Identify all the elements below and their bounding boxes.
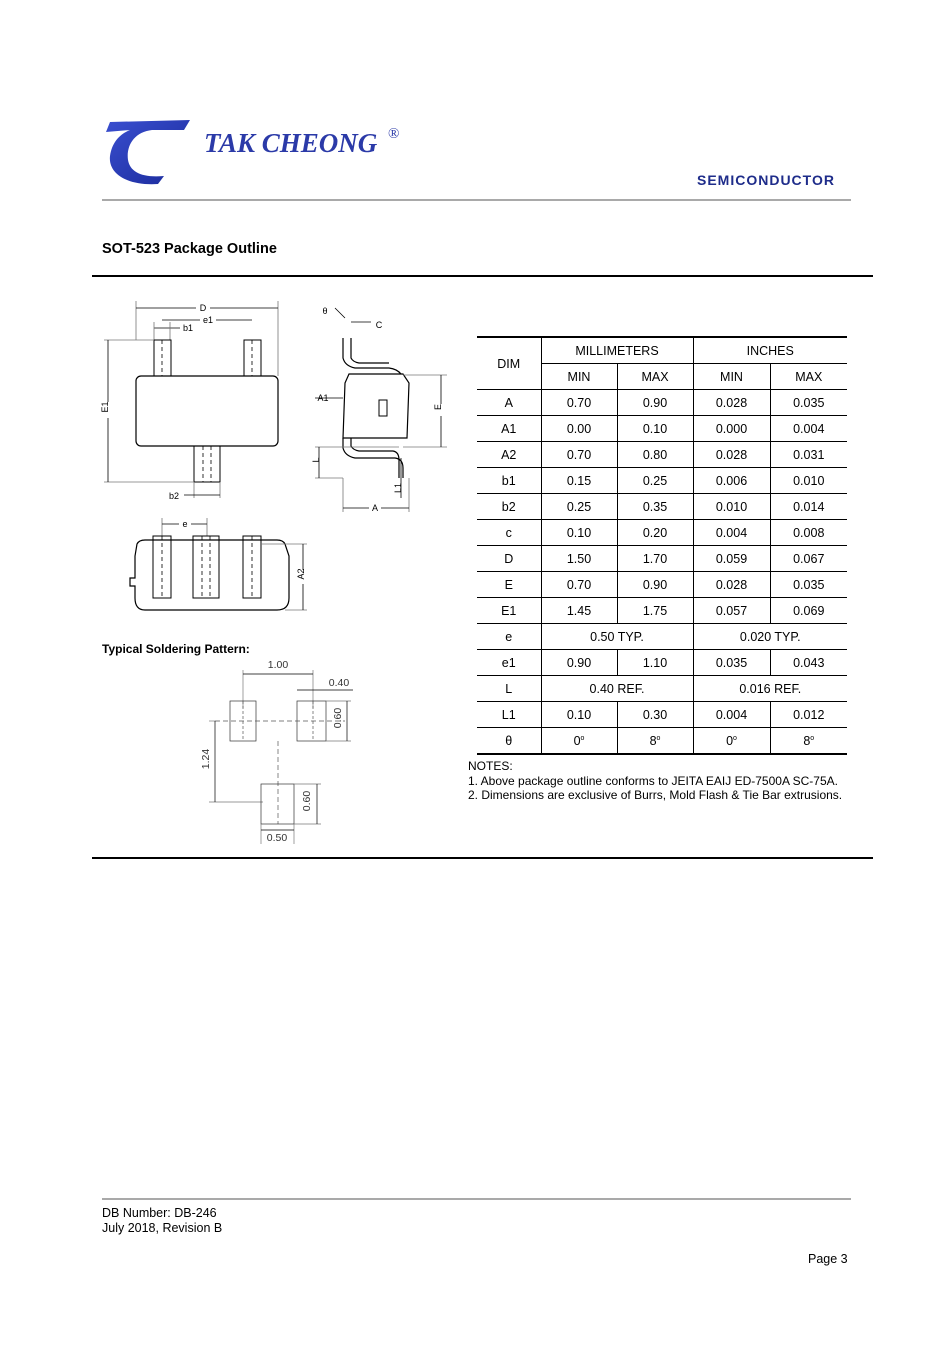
top-view-drawing bbox=[100, 298, 300, 518]
division-name: SEMICONDUCTOR bbox=[697, 172, 835, 188]
cell-in-min: 0.004 bbox=[693, 702, 770, 728]
cell-in-min: 0.028 bbox=[693, 572, 770, 598]
footer-rule bbox=[102, 1198, 851, 1200]
cell-in: 0.016 REF. bbox=[693, 676, 847, 702]
cell-mm: 0.40 REF. bbox=[541, 676, 693, 702]
label-theta: θ bbox=[322, 306, 328, 316]
cell-in-max: 0.035 bbox=[770, 572, 847, 598]
table-row bbox=[477, 442, 847, 468]
soldering-pattern-label: Typical Soldering Pattern: bbox=[102, 642, 250, 656]
cell-dim: D bbox=[477, 546, 541, 572]
cell-dim: L1 bbox=[477, 702, 541, 728]
label-D: D bbox=[199, 303, 207, 313]
cell-in-min: 0.028 bbox=[693, 442, 770, 468]
front-view-drawing bbox=[125, 516, 315, 616]
cell-dim: A2 bbox=[477, 442, 541, 468]
label-L: L bbox=[311, 457, 321, 463]
page-title: SOT-523 Package Outline bbox=[102, 241, 277, 257]
table-row bbox=[477, 702, 847, 728]
cell-in-max: 0.010 bbox=[770, 468, 847, 494]
solder-dim-0-40: 0.40 bbox=[328, 677, 350, 689]
dimension-table bbox=[477, 336, 847, 755]
header-rule bbox=[102, 199, 851, 201]
cell-dim: E1 bbox=[477, 598, 541, 624]
cell-in-max: 0.008 bbox=[770, 520, 847, 546]
label-E: E bbox=[433, 403, 443, 411]
header-millimeters: MILLIMETERS bbox=[541, 337, 693, 364]
solder-dim-1-24: 1.24 bbox=[200, 748, 212, 770]
label-A1: A1 bbox=[317, 393, 329, 403]
cell-in-max: 0.012 bbox=[770, 702, 847, 728]
label-e: e bbox=[182, 519, 188, 529]
solder-dim-0-60-a: 0.60 bbox=[332, 707, 344, 729]
cell-mm-min: 0.25 bbox=[541, 494, 617, 520]
cell-dim: c bbox=[477, 520, 541, 546]
cell-in-max: 0.014 bbox=[770, 494, 847, 520]
cell-mm-min: 0.70 bbox=[541, 572, 617, 598]
table-row bbox=[477, 650, 847, 676]
cell-mm-max: 1.10 bbox=[617, 650, 693, 676]
cell-dim: e bbox=[477, 624, 541, 650]
header-dim: DIM bbox=[477, 337, 541, 390]
header-in-min: MIN bbox=[693, 364, 770, 390]
notes bbox=[468, 759, 842, 803]
table-row bbox=[477, 390, 847, 416]
cell-mm-min: 0.70 bbox=[541, 390, 617, 416]
cell-dim: b2 bbox=[477, 494, 541, 520]
table-row bbox=[477, 624, 847, 650]
cell-mm-min: 0.10 bbox=[541, 702, 617, 728]
cell-in: 0.020 TYP. bbox=[693, 624, 847, 650]
cell-mm-max: 0.30 bbox=[617, 702, 693, 728]
company-logo bbox=[104, 118, 194, 186]
cell-dim: b1 bbox=[477, 468, 541, 494]
cell-in-max: 0.067 bbox=[770, 546, 847, 572]
section-bottom-rule bbox=[92, 857, 873, 859]
cell-mm-min: 0.70 bbox=[541, 442, 617, 468]
label-b1: b1 bbox=[182, 323, 194, 333]
cell-in-max: 0.031 bbox=[770, 442, 847, 468]
label-e1: e1 bbox=[202, 315, 214, 325]
label-b2: b2 bbox=[168, 491, 180, 501]
note-1: 1. Above package outline conforms to JEITA EAIJ ED-7500A SC-75A. bbox=[468, 773, 838, 788]
cell-mm-max: 0.90 bbox=[617, 390, 693, 416]
table-row bbox=[477, 468, 847, 494]
cell-dim: L bbox=[477, 676, 541, 702]
note-2: 2. Dimensions are exclusive of Burrs, Mold Flash & Tie Bar extrusions. bbox=[468, 788, 843, 802]
cell-mm-max: 0.90 bbox=[617, 572, 693, 598]
header-mm-max: MAX bbox=[617, 364, 693, 390]
cell-in-max: 0.004 bbox=[770, 416, 847, 442]
cell-in-min: 0.004 bbox=[693, 520, 770, 546]
cell-mm-max: 0.80 bbox=[617, 442, 693, 468]
label-E1: E1 bbox=[100, 401, 110, 413]
section-top-rule bbox=[92, 275, 873, 277]
cell-in-max: 8$^o$ bbox=[770, 728, 847, 755]
cell-mm-max: 1.70 bbox=[617, 546, 693, 572]
cell-mm-max: 0.10 bbox=[617, 416, 693, 442]
db-number: DB Number: DB-246 bbox=[102, 1206, 217, 1220]
cell-in-min: 0.006 bbox=[693, 468, 770, 494]
cell-dim: A bbox=[477, 390, 541, 416]
label-L1: L1 bbox=[393, 482, 403, 494]
header-inches: INCHES bbox=[693, 337, 847, 364]
cell-in-max: 0.035 bbox=[770, 390, 847, 416]
cell-mm-max: 1.75 bbox=[617, 598, 693, 624]
footer-info bbox=[102, 1206, 222, 1236]
cell-in-min: 0$^o$ bbox=[693, 728, 770, 755]
cell-dim: A1 bbox=[477, 416, 541, 442]
date-revision: July 2018, Revision B bbox=[102, 1221, 223, 1235]
solder-dim-1-00: 1.00 bbox=[267, 659, 289, 671]
cell-mm-min: 0.90 bbox=[541, 650, 617, 676]
solder-dim-0-60-b: 0.60 bbox=[301, 790, 313, 812]
table-row bbox=[477, 572, 847, 598]
cell-mm-max: 8$^o$ bbox=[617, 728, 693, 755]
table-row bbox=[477, 676, 847, 702]
cell-in-max: 0.069 bbox=[770, 598, 847, 624]
cell-mm-min: 0.00 bbox=[541, 416, 617, 442]
table-row bbox=[477, 494, 847, 520]
cell-mm-min: 0$^o$ bbox=[541, 728, 617, 755]
cell-mm-max: 0.20 bbox=[617, 520, 693, 546]
cell-mm-max: 0.25 bbox=[617, 468, 693, 494]
cell-dim: θ bbox=[477, 728, 541, 755]
cell-dim: e1 bbox=[477, 650, 541, 676]
cell-mm-max: 0.35 bbox=[617, 494, 693, 520]
cell-mm-min: 0.10 bbox=[541, 520, 617, 546]
cell-in-min: 0.057 bbox=[693, 598, 770, 624]
table-row bbox=[477, 520, 847, 546]
table-row bbox=[477, 546, 847, 572]
cell-mm-min: 1.50 bbox=[541, 546, 617, 572]
table-row bbox=[477, 598, 847, 624]
solder-dim-0-50: 0.50 bbox=[266, 832, 288, 844]
notes-heading: NOTES: bbox=[468, 759, 513, 773]
label-A: A bbox=[371, 503, 379, 513]
cell-in-min: 0.028 bbox=[693, 390, 770, 416]
header-mm-min: MIN bbox=[541, 364, 617, 390]
cell-in-min: 0.059 bbox=[693, 546, 770, 572]
page-number: Page 3 bbox=[808, 1252, 848, 1266]
cell-in-min: 0.010 bbox=[693, 494, 770, 520]
label-A2: A2 bbox=[296, 568, 306, 580]
company-name: TAK CHEONG bbox=[204, 128, 378, 158]
registered-mark: ® bbox=[388, 126, 400, 142]
soldering-pattern-drawing bbox=[195, 652, 360, 848]
cell-mm: 0.50 TYP. bbox=[541, 624, 693, 650]
cell-mm-min: 0.15 bbox=[541, 468, 617, 494]
cell-in-min: 0.000 bbox=[693, 416, 770, 442]
side-view-drawing bbox=[305, 298, 455, 518]
table-row bbox=[477, 416, 847, 442]
cell-in-max: 0.043 bbox=[770, 650, 847, 676]
cell-in-min: 0.035 bbox=[693, 650, 770, 676]
label-C: C bbox=[375, 320, 383, 330]
header-in-max: MAX bbox=[770, 364, 847, 390]
table-row bbox=[477, 728, 847, 755]
table-header-row bbox=[477, 337, 847, 364]
cell-mm-min: 1.45 bbox=[541, 598, 617, 624]
cell-dim: E bbox=[477, 572, 541, 598]
